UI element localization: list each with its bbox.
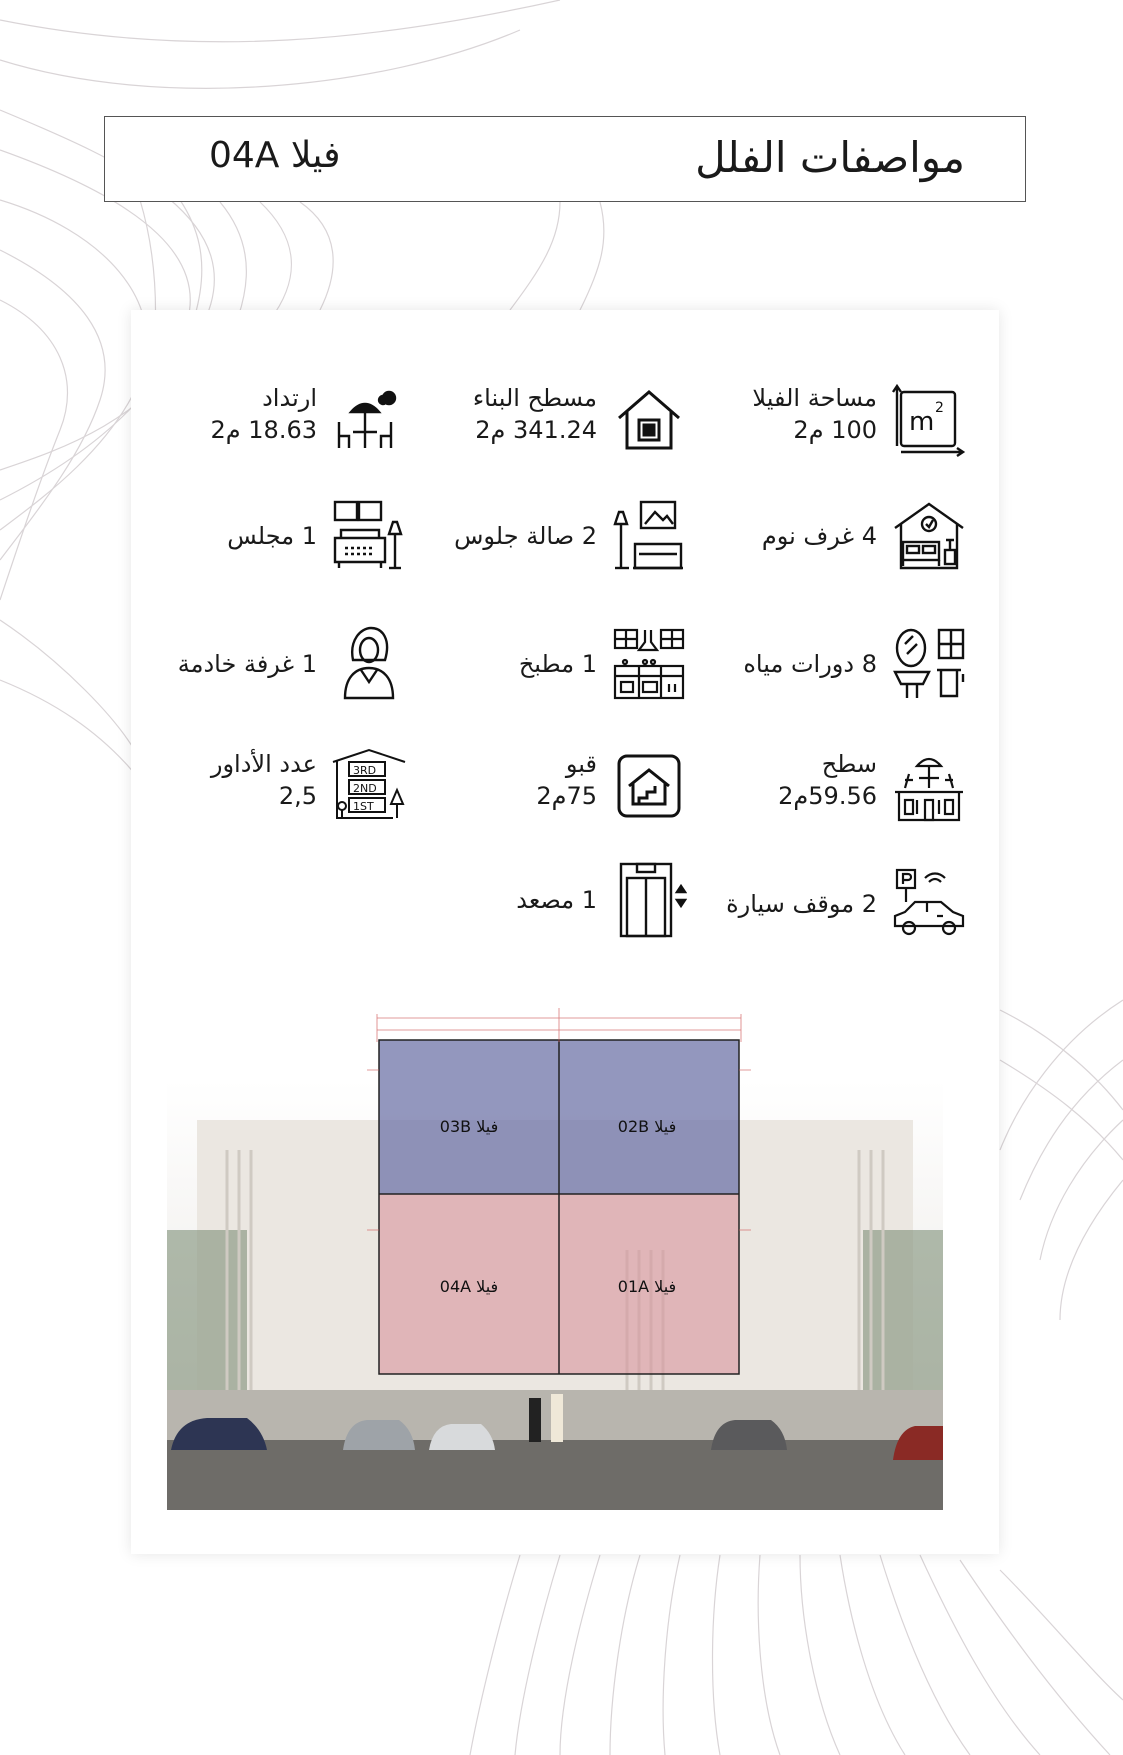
spec-maid-room (141, 626, 407, 706)
living-room-icon (611, 498, 687, 574)
spec-elevator (411, 862, 687, 942)
spec-floors (141, 748, 407, 828)
plan-unit-label: فيلا 04A (439, 1277, 499, 1296)
spec-label: 2 صالة جلوس (454, 522, 597, 550)
spec-value: 59.56م2 (778, 782, 877, 810)
spec-label: مسطح البناء (472, 384, 597, 412)
spec-label: 1 مطبخ (518, 650, 597, 678)
house-icon (611, 382, 687, 458)
spec-value: 18.63 م2 (210, 416, 317, 444)
page-title: مواصفات الفلل (695, 133, 965, 182)
outdoor-table-icon (331, 382, 407, 458)
parking-icon (891, 866, 967, 942)
plan-unit-label: فيلا 02B (617, 1117, 677, 1136)
rooftop-icon (891, 748, 967, 824)
floors-icon (331, 748, 407, 824)
spec-label: 4 غرف نوم (761, 522, 877, 550)
spec-parking (691, 866, 967, 946)
svg-text:2: 2 (935, 400, 944, 416)
header-box (104, 116, 1026, 202)
spec-bedrooms (691, 498, 967, 578)
floor-label: 3RD (353, 764, 377, 777)
area-m2-icon (891, 382, 967, 458)
spec-label: مساحة الفيلا (752, 384, 877, 412)
kitchen-icon (611, 626, 687, 702)
bathroom-icon (891, 626, 967, 702)
elevator-icon (611, 862, 687, 938)
spec-value: 2,5 (278, 782, 317, 810)
spec-label: 8 دورات مياه (743, 650, 877, 678)
plan-unit-label: فيلا 01A (617, 1277, 677, 1296)
spec-value: 75م2 (536, 782, 597, 810)
floor-label: 2ND (353, 782, 377, 795)
specs-card (131, 310, 999, 1554)
spec-label: سطح (821, 750, 877, 778)
spec-label: 2 موقف سيارة (726, 890, 877, 918)
spec-bathrooms (691, 626, 967, 706)
building-plan-render (167, 990, 943, 1510)
spec-value: 100 م2 (793, 416, 877, 444)
spec-living-rooms (411, 498, 687, 578)
villa-name: فيلا 04A (209, 135, 341, 176)
spec-villa-area (691, 382, 967, 462)
floor-label: 1ST (353, 800, 374, 813)
spec-label: عدد الأداور (210, 750, 317, 778)
bedroom-icon (891, 498, 967, 574)
spec-label: ارتداد (262, 384, 317, 412)
spec-setback (141, 382, 407, 462)
spec-majlis (141, 498, 407, 578)
spec-label: 1 مجلس (227, 522, 317, 550)
spec-value: 341.24 م2 (475, 416, 597, 444)
sofa-icon (331, 498, 407, 574)
spec-label: 1 مصعد (516, 886, 597, 914)
spec-built-area (411, 382, 687, 462)
spec-basement (411, 748, 687, 828)
plan-unit-label: فيلا 03B (439, 1117, 499, 1136)
spec-rooftop (691, 748, 967, 828)
svg-text:m: m (909, 407, 935, 437)
spec-kitchen (411, 626, 687, 706)
maid-icon (331, 626, 407, 702)
spec-label: قبو (565, 750, 597, 778)
spec-label: 1 غرفة خادمة (177, 650, 317, 678)
basement-icon (611, 748, 687, 824)
